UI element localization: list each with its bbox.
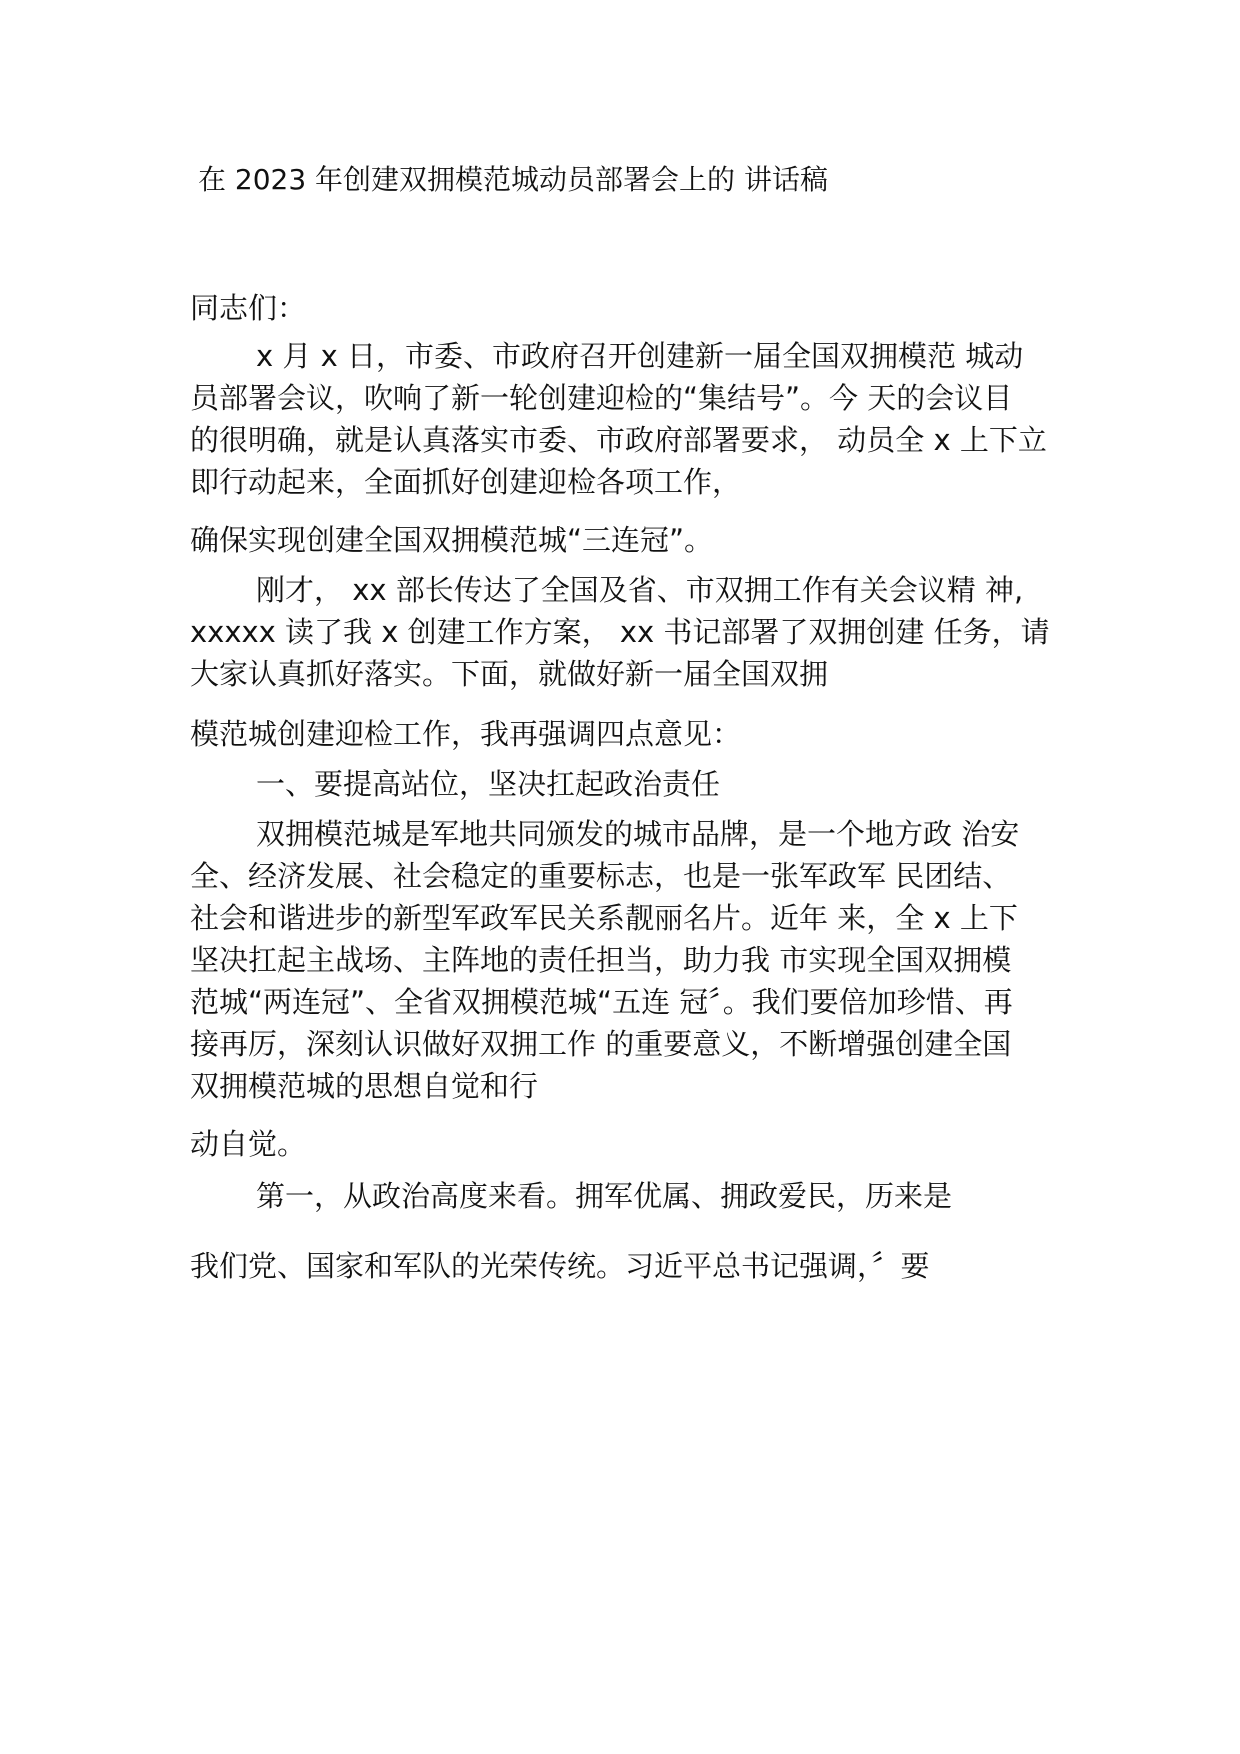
paragraph-line: 确保实现创建全国双拥模范城“三连冠”。 [190,523,714,557]
paragraph-line: x 月 x 日，市委、市政府召开创建新一届全国双拥模范 城动 [256,339,1024,373]
paragraph-line: 双拥模范城的思想自觉和行 [190,1069,539,1103]
paragraph-line: 范城“两连冠”、全省双拥模范城“五连 冠〞。我们要倍加珍惜、再 [190,985,1013,1019]
paragraph-line: 全、经济发展、社会稳定的重要标志，也是一张军政军 民团结、 [190,859,1012,893]
paragraph-line: 即行动起来，全面抓好创建迎检各项工作， [190,465,742,499]
paragraph-line: 坚决扛起主战场、主阵地的责任担当，助力我 市实现全国双拥模 [190,943,1012,977]
paragraph-line: 动自觉。 [190,1127,307,1161]
paragraph-line: 的很明确，就是认真落实市委、市政府部署要求， 动员全 x 上下立 [190,423,1047,457]
paragraph-line: 刚才， xx 部长传达了全国及省、市双拥工作有关会议精 神, [256,573,1024,607]
document-title: 在 2023 年创建双拥模范城动员部署会上的 讲话稿 [198,163,828,196]
paragraph-line: 员部署会议，吹响了新一轮创建迎检的“集结号”。今 天的会议目 [190,381,1013,415]
paragraph-line: 接再厉，深刻认识做好双拥工作 的重要意义，不断增强创建全国 [190,1027,1012,1061]
paragraph-line: xxxxx 读了我 x 创建工作方案， xx 书记部署了双拥创建 任务，请 [190,615,1050,649]
paragraph-line: 我们党、国家和军队的光荣传统。习近平总书记强调，〞要 [190,1249,930,1283]
paragraph-line: 双拥模范城是军地共同颁发的城市品牌，是一个地方政 治安 [256,817,1020,851]
paragraph-line: 社会和谐进步的新型军政军民关系靓丽名片。近年 来，全 x 上下 [190,901,1018,935]
section-heading: 一、要提高站位，坚决扛起政治责任 [256,767,721,801]
salutation: 同志们： [190,291,307,325]
paragraph-line: 第一，从政治高度来看。拥军优属、拥政爱民，历来是 [256,1179,953,1213]
paragraph-line: 大家认真抓好落实。下面，就做好新一届全国双拥 [190,657,829,691]
paragraph-line: 模范城创建迎检工作，我再强调四点意见： [190,717,742,751]
